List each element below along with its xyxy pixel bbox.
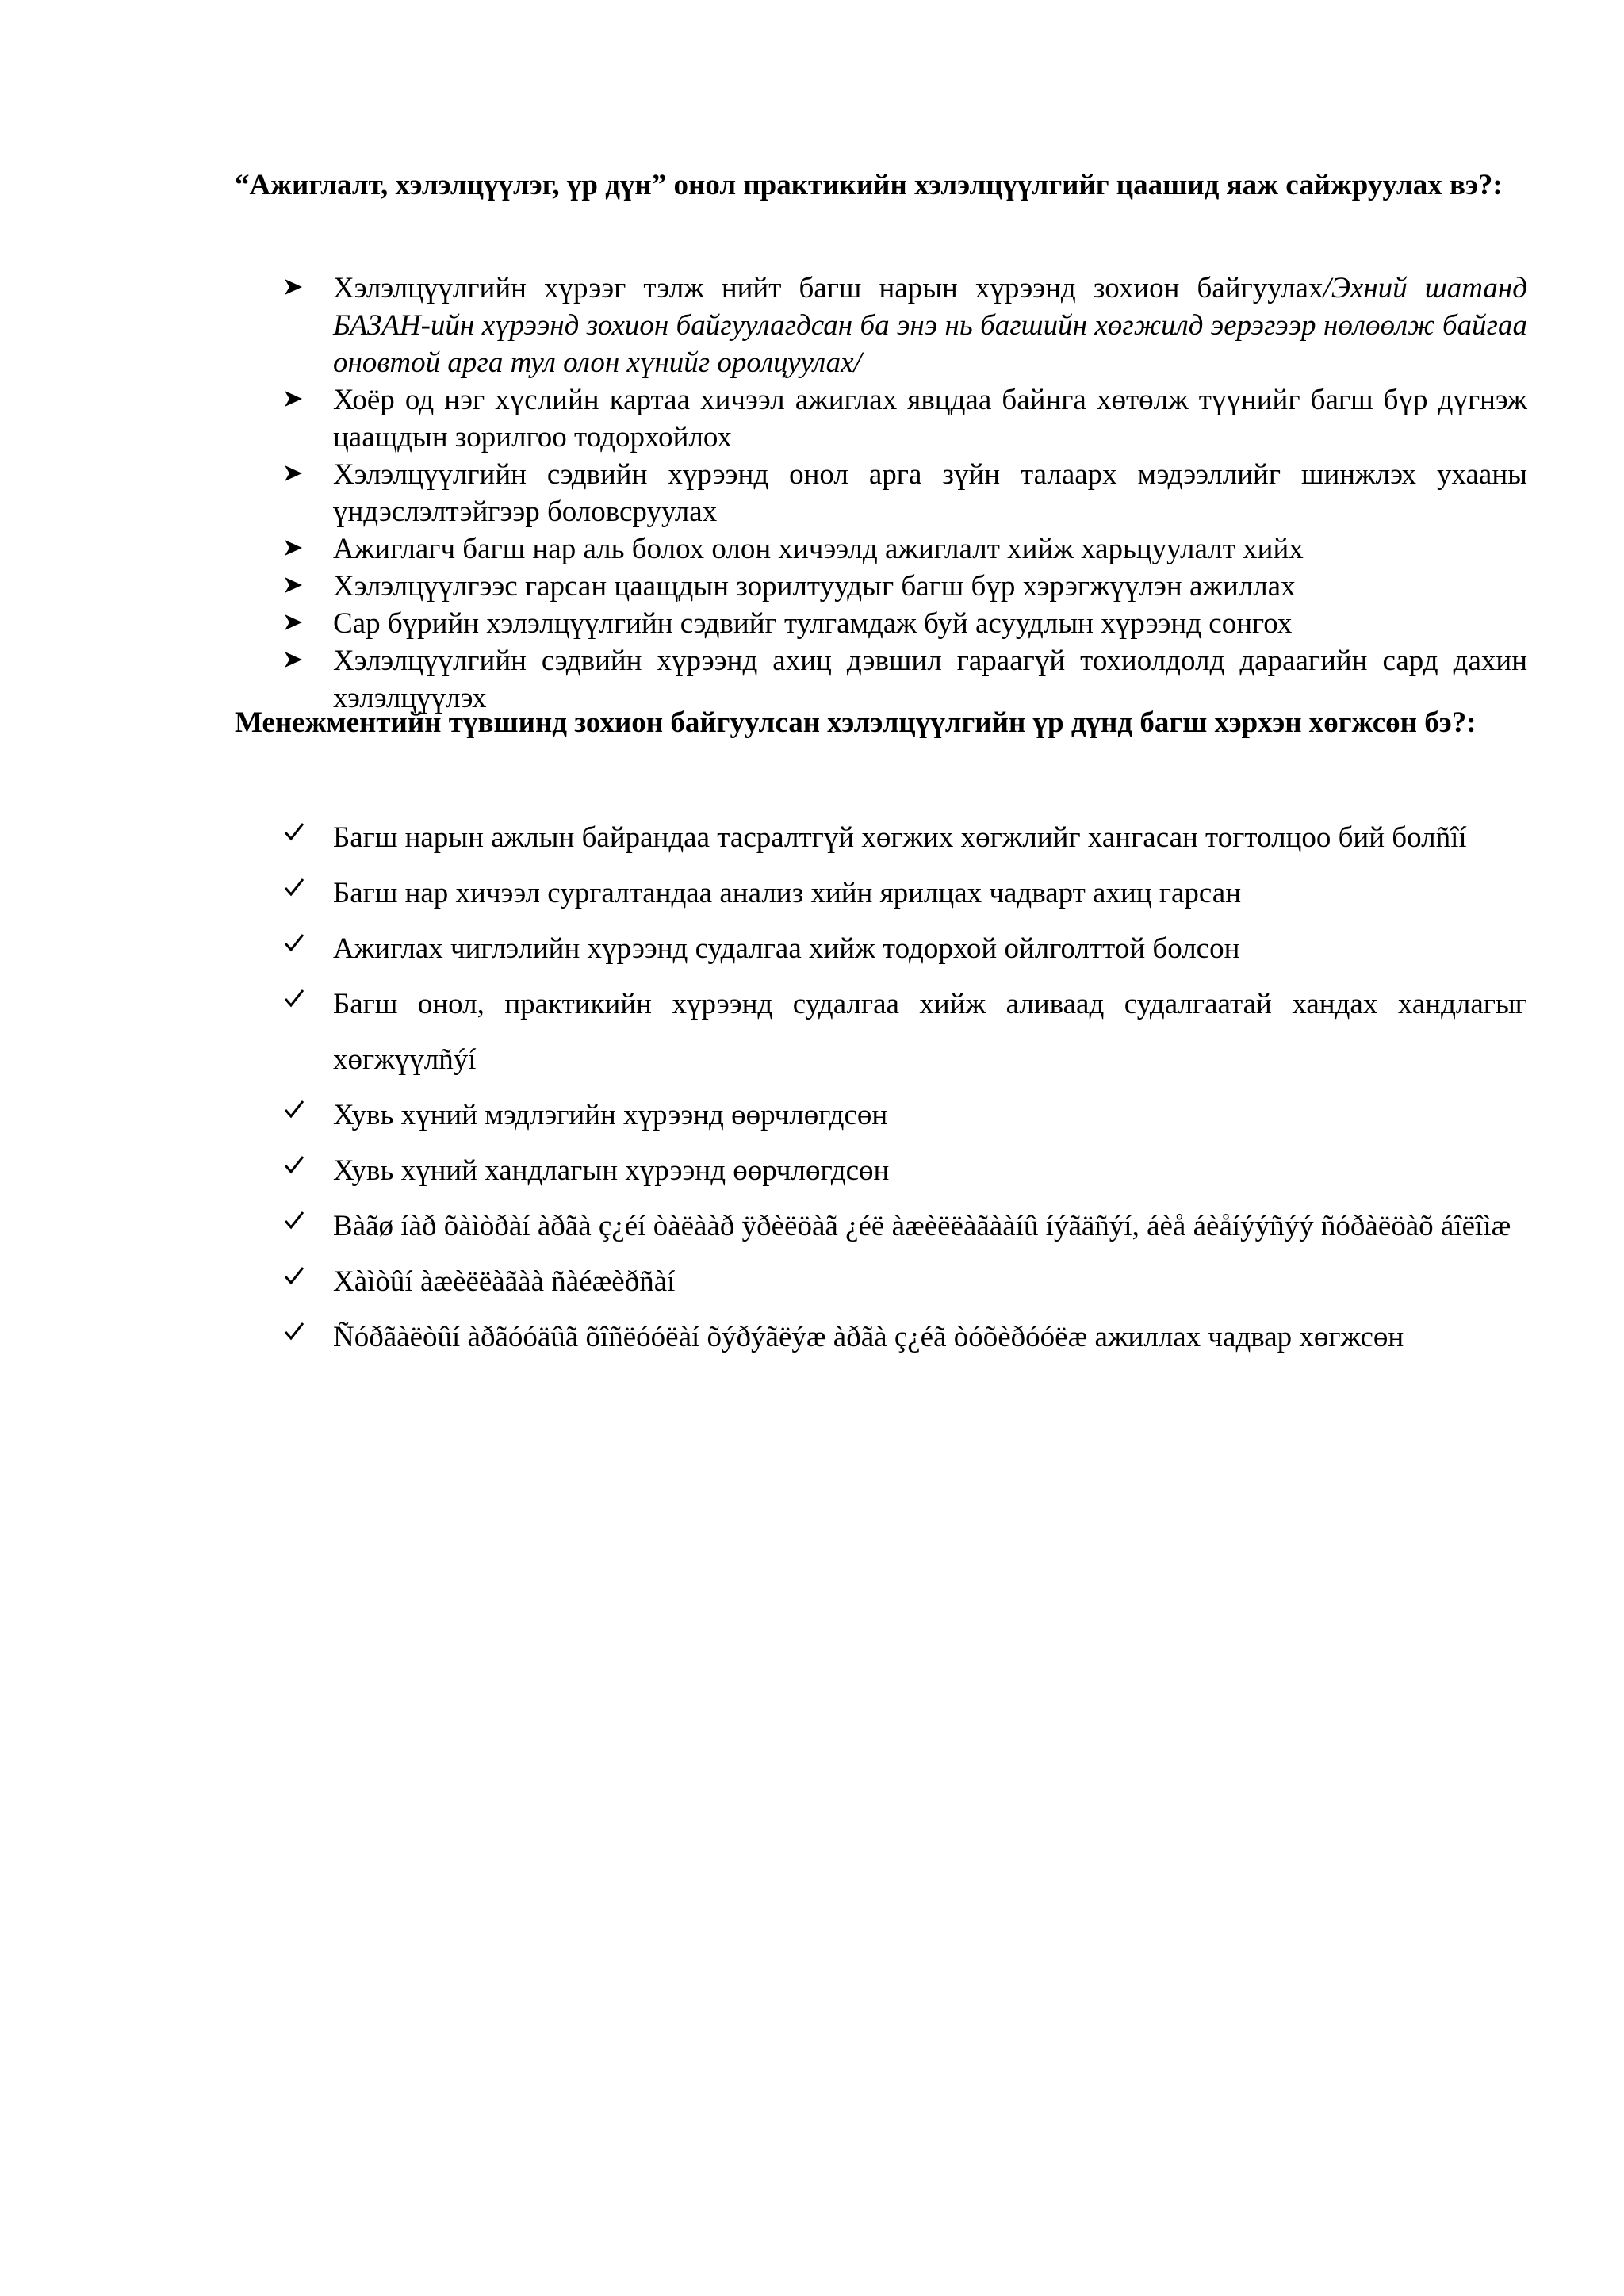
list-item-text: Багш нарын ажлын байрандаа тасралтгүй хөгжих хөгжлийг хангасан тогтолцоо бий болñîí [333, 821, 1467, 854]
list-item-text: Ñóðãàëòûí àðãóóäûã õîñëóóëàí õýðýãëýæ àðãà ç¿éã òóõèðóóëæ ажиллах чадвар хөгжсөн [333, 1321, 1404, 1353]
list-item-text: Хоёр од нэг хүслийн картаа хичээл ажиглах явцдаа байнга хөтөлж түүнийг багш бүр дүгнэж цаащдын зорилгоо тодорхойлох [333, 384, 1527, 453]
list-item-text: Сар бүрийн хэлэлцүүлгийн сэдвийг тулгамдаж буй асуудлын хүрээнд сонгох [333, 607, 1293, 640]
list-item-text: Ажиглагч багш нар аль болох олон хичээлд ажиглалт хийж харьцуулалт хийх [333, 533, 1304, 565]
list-item-text: Хувь хүний мэдлэгийн хүрээнд өөрчлөгдсөн [333, 1099, 888, 1131]
section-heading-improvement: “Ажиглалт, хэлэлцүүлэг, үр дүн” онол практикийн хэлэлцүүлгийг цаашид яаж сайжруулах вэ?: [235, 169, 1503, 201]
list-item-text: Хувь хүний хандлагын хүрээнд өөрчлөгдсөн [333, 1154, 890, 1187]
list-item [235, 1143, 1527, 1199]
list-item-text: Хэлэлцүүлгийн сэдвийн хүрээнд онол арга зүйн талаарх мэдээллийг шинжлэх ухааны үндэслэлтэйгээр боловсруулах [333, 458, 1527, 528]
list-item-text: Bàãø íàð õàìòðàí àðãà ç¿éí òàëààð ÿðèëöàã ¿éë àæèëëàãààíû íýãäñýí, áèå áèåíýýñýý ñóðàëöàõ áîëîìæ [333, 1210, 1511, 1242]
list-item [235, 270, 1527, 381]
list-item [235, 1310, 1527, 1365]
list-item-text: Xàìòûí àæèëëàãàà ñàéæèðñàí [333, 1265, 676, 1298]
list-item-note: /Эхний шатанд БАЗАН-ийн хүрээнд зохион байгуулагдсан ба энэ нь багшийн хөгжилд эерэгээр нөлөөлж байгаа оновтой арга тул олон хүнийг оролцуулах/ [333, 272, 1528, 379]
list-item-text: Хэлэлцүүлгээс гарсан цаащдын зорилтуудыг багш бүр хэрэгжүүлэн ажиллах [333, 570, 1296, 603]
list-item [235, 568, 1527, 605]
improvement-list [235, 270, 1527, 717]
list-item [235, 530, 1527, 568]
list-item [235, 810, 1527, 866]
list-item [235, 977, 1527, 1088]
section-heading-results: Менежментийн түвшинд зохион байгуулсан хэлэлцүүлгийн үр дүнд багш хэрхэн хөгжсөн бэ?: [235, 706, 1477, 739]
list-item [235, 1254, 1527, 1310]
list-item-text: Багш нар хичээл сургалтандаа анализ хийн ярилцах чадварт ахиц гарсан [333, 877, 1242, 909]
list-item-text: Хэлэлцүүлгийн хүрээг тэлж нийт багш нарын хүрээнд зохион байгуулах [333, 272, 1323, 304]
list-item-text: Хэлэлцүүлгийн сэдвийн хүрээнд ахиц дэвшил гараагүй тохиолдолд дараагийн сард дахин хэлэлцүүлэх [333, 645, 1527, 714]
list-item [235, 605, 1527, 642]
results-list [235, 810, 1527, 1365]
list-item [235, 456, 1527, 530]
list-item-text: Ажиглах чиглэлийн хүрээнд судалгаа хийж тодорхой ойлголттой болсон [333, 932, 1240, 965]
list-item [235, 1199, 1527, 1254]
list-item [235, 1088, 1527, 1143]
list-item [235, 921, 1527, 977]
list-item [235, 866, 1527, 921]
list-item-text: Багш онол, практикийн хүрээнд судалгаа хийж аливаад судалгаатай хандах хандлагыг хөгжүүлñýí [333, 988, 1527, 1076]
list-item [235, 381, 1527, 456]
